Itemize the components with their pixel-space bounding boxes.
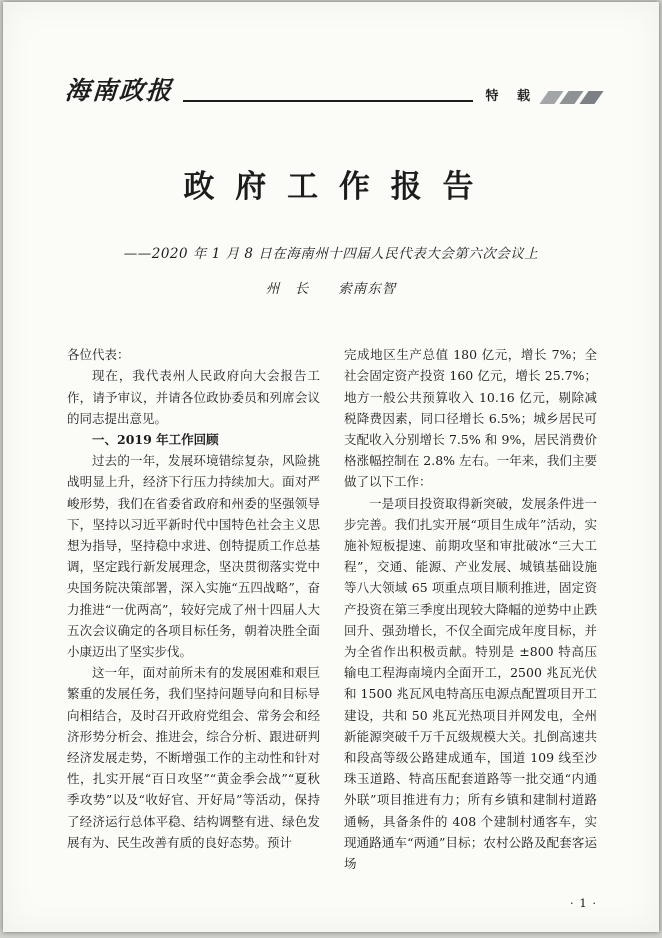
stripe-icon xyxy=(579,91,603,104)
paragraph-continuation: 完成地区生产总值 180 亿元，增长 7%；全社会固定资产投资 160 亿元，增长 25.7%；地方一般公共预算收入 10.16 亿元，剔除减税降费因素，同口径增长 6.5%；城乡居民可支配收入分别增长 7.5% 和 9%，居民消费价格涨幅控制在 2.8% 左右。一年来，我们主要做了以下工作： xyxy=(344,347,597,490)
paragraph: 过去的一年，发展环境错综复杂，风险挑战明显上升，经济下行压力持续加大。面对严峻形势，我们在省委省政府和州委的坚强领导下，坚持以习近平新时代中国特色社会主义思想为指导，坚持稳中求进、创特提质工作总基调，坚定践行新发展理念，坚决贯彻落实党中央国务院决策部署，深入实施“五四战略”，奋力推进“一优两高”，较好完成了州十四届人大五次会议确定的各项目标任务，朝着决胜全面小康迈出了坚实步伐。 xyxy=(67,453,320,660)
section-heading: 一、2019 年工作回顾 xyxy=(92,432,219,447)
document-subtitle: ——2020 年 1 月 8 日在海南州十四届人民代表大会第六次会议上 xyxy=(123,246,539,263)
section-label: 特 载 xyxy=(485,89,537,104)
document-byline: 州 长 索南东智 xyxy=(265,281,397,298)
paragraph: 一是项目投资取得新突破，发展条件进一步完善。我们扎实开展“项目生成年”活动，实施补短板提速、前期攻坚和审批破冰“三大工程”，交通、能源、产业发展、城镇基础设施等八大领域 65 项重点项目顺利推进，固定资产投资在第三季度出现较大降幅的逆势中止跌回升、强劲增长，不仅全面完成年度目标，并为全省作出积极贡献。特别是 ±800 特高压输电工程海南境内全面开工，2500 兆瓦光伏和 1500 兆瓦风电特高压电源点配置项目开工建设，共和 50 兆瓦光热项目并网发电，全州新能源突破千万千瓦级规模大关。扎倒高速共和段高等级公路建成通车，国道 109 线至沙珠玉道路、特高压配套道路等一批交通“内通外联”项目推进有力；所有乡镇和建制村道路通畅，具备条件的 408 个建制村通客车，实现通路通车“两通”目标；农村公路及配套客运场 xyxy=(344,495,597,872)
paragraph: 这一年，面对前所未有的发展困难和艰巨繁重的发展任务，我们坚持问题导向和目标导向相结合，及时召开政府党组会、常务会和经济形势分析会、推进会，综合分析、跟进研判经济发展走势，不断增强工作的主动性和针对性，扎实开展“百日攻坚”“黄金季会战”“夏秋季攻势”以及“收好官、开好局”等活动，保持了经济运行总体平稳、结构调整有进、绿色发展有为、民生改善有质的良好态势。预计 xyxy=(67,665,320,850)
header-rule xyxy=(183,100,473,103)
header-stripes-decoration xyxy=(539,91,599,104)
page-number: · 1 · xyxy=(570,896,597,910)
paragraph: 现在，我代表州人民政府向大会报告工作，请予审议，并请各位政协委员和列席会议的同志提出意见。 xyxy=(67,368,320,426)
document-title: 政 府 工 作 报 告 xyxy=(183,169,479,205)
column-left xyxy=(67,344,320,874)
page-header xyxy=(65,78,599,105)
column-right xyxy=(344,344,597,874)
masthead-logo: 海南政报 xyxy=(64,76,175,105)
body-columns xyxy=(67,344,597,874)
paragraph-salutation: 各位代表： xyxy=(67,347,130,363)
gazette-page xyxy=(3,2,659,932)
